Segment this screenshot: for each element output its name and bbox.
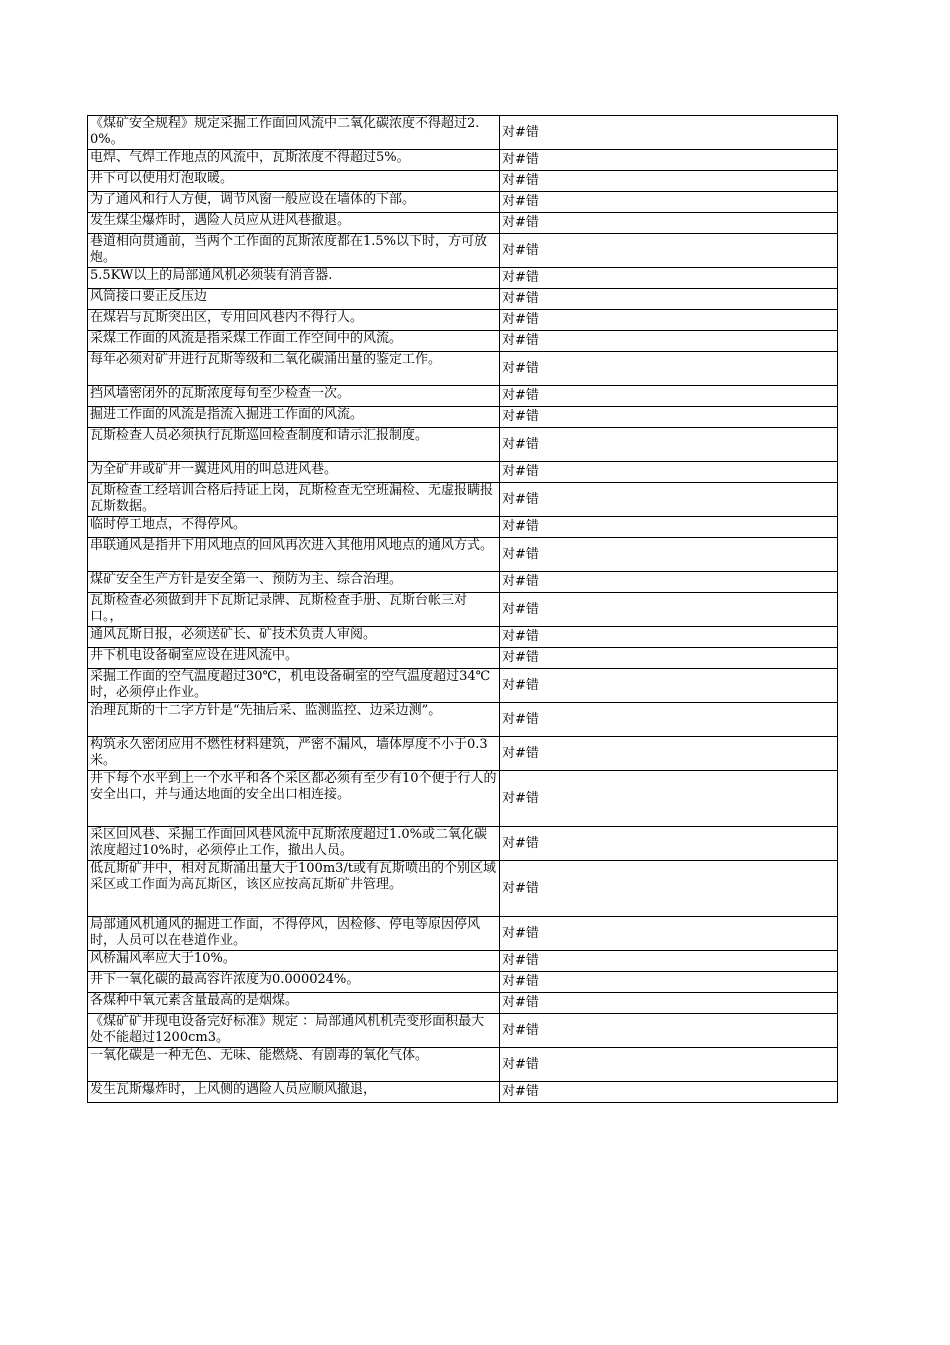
question-cell[interactable] — [88, 268, 500, 289]
table-row — [88, 572, 838, 593]
table-row — [88, 703, 838, 737]
answer-cell[interactable]: 对#错 — [500, 352, 838, 386]
question-text: 串联通风是指井下用风地点的回风再次进入其他用风地点的通风方式。 — [90, 538, 494, 553]
table-row — [88, 428, 838, 462]
question-cell[interactable] — [88, 827, 500, 861]
table-row — [88, 310, 838, 331]
question-cell[interactable] — [88, 331, 500, 352]
table-row — [88, 386, 838, 407]
question-text: 井下可以使用灯泡取暖。 — [90, 171, 234, 186]
question-text: 井下机电设备硐室应设在进风流中。 — [90, 648, 299, 663]
question-text: 每年必须对矿井进行瓦斯等级和二氧化碳涌出量的鉴定工作。 — [90, 352, 442, 367]
answer-cell[interactable]: 对#错 — [500, 386, 838, 407]
question-cell[interactable] — [88, 771, 500, 827]
question-cell[interactable] — [88, 213, 500, 234]
table-row — [88, 972, 838, 993]
question-text: 低瓦斯矿井中，相对瓦斯涌出量大于100m3/t或有瓦斯喷出的个别区域采区或工作面为高瓦斯区，该区应按高瓦斯矿井管理。 — [90, 861, 497, 892]
question-text: 《煤矿安全规程》规定采掘工作面回风流中二氧化碳浓度不得超过2.0%。 — [90, 116, 480, 147]
answer-cell[interactable]: 对#错 — [500, 268, 838, 289]
question-cell[interactable] — [88, 972, 500, 993]
table-row — [88, 993, 838, 1014]
table-row — [88, 171, 838, 192]
answer-cell[interactable]: 对#错 — [500, 593, 838, 627]
answer-cell[interactable]: 对#错 — [500, 331, 838, 352]
question-cell[interactable] — [88, 1082, 500, 1103]
question-text: 井下每个水平到上一个水平和各个采区都必须有至少有10个便于行人的安全出口，并与通达地面的安全出口相连接。 — [90, 771, 497, 802]
question-cell[interactable] — [88, 593, 500, 627]
question-text: 采掘工作面的空气温度超过30℃，机电设备硐室的空气温度超过34℃时，必须停止作业。 — [90, 669, 491, 700]
question-cell[interactable] — [88, 1048, 500, 1082]
answer-cell[interactable]: 对#错 — [500, 917, 838, 951]
answer-cell[interactable]: 对#错 — [500, 669, 838, 703]
answer-cell[interactable]: 对#错 — [500, 234, 838, 268]
question-text: 5.5KW以上的局部通风机必须装有消音器. — [90, 268, 333, 283]
table-row — [88, 407, 838, 428]
table-row — [88, 669, 838, 703]
question-cell[interactable] — [88, 538, 500, 572]
table-row — [88, 1048, 838, 1082]
question-text: 风筒接口要正反压边 — [90, 289, 208, 304]
answer-cell[interactable]: 对#错 — [500, 310, 838, 331]
question-text: 治理瓦斯的十二字方针是“先抽后采、监测监控、边采边测”。 — [90, 703, 442, 718]
question-cell[interactable] — [88, 627, 500, 648]
table-row — [88, 627, 838, 648]
table-row — [88, 1082, 838, 1103]
question-cell[interactable] — [88, 1014, 500, 1048]
question-text: 为了通风和行人方便，调节风窗一般应设在墙体的下部。 — [90, 192, 416, 207]
table-row — [88, 827, 838, 861]
question-cell[interactable] — [88, 407, 500, 428]
question-text: 临时停工地点，不得停风。 — [90, 517, 247, 532]
question-text: 一氧化碳是一种无色、无味、能燃烧、有剧毒的氧化气体。 — [90, 1048, 429, 1063]
answer-cell[interactable]: 对#错 — [500, 407, 838, 428]
table-row — [88, 737, 838, 771]
table-row — [88, 234, 838, 268]
question-text: 瓦斯检查必须做到井下瓦斯记录牌、瓦斯检查手册、瓦斯台帐三对口。， — [90, 593, 468, 624]
question-text: 采煤工作面的风流是指采煤工作面工作空间中的风流。 — [90, 331, 403, 346]
question-cell[interactable] — [88, 861, 500, 917]
question-cell[interactable] — [88, 171, 500, 192]
question-cell[interactable] — [88, 703, 500, 737]
question-cell[interactable] — [88, 517, 500, 538]
question-text: 局部通风机通风的掘进工作面，不得停风，因检修、停电等原因停风时，人员可以在巷道作业。 — [90, 917, 481, 948]
answer-cell[interactable]: 对#错 — [500, 171, 838, 192]
answer-cell[interactable]: 对#错 — [500, 150, 838, 171]
answer-cell[interactable]: 对#错 — [500, 703, 838, 737]
table-row — [88, 538, 838, 572]
answer-cell[interactable]: 对#错 — [500, 192, 838, 213]
table-row — [88, 268, 838, 289]
answer-cell[interactable]: 对#错 — [500, 428, 838, 462]
table-row — [88, 517, 838, 538]
question-text: 构筑永久密闭应用不燃性材料建筑，严密不漏风，墙体厚度不小于0.3米。 — [90, 737, 488, 768]
answer-cell[interactable]: 对#错 — [500, 737, 838, 771]
answer-cell[interactable]: 对#错 — [500, 1082, 838, 1103]
table-row — [88, 861, 838, 917]
answer-cell[interactable]: 对#错 — [500, 972, 838, 993]
question-text: 电焊、气焊工作地点的风流中，瓦斯浓度不得超过5%。 — [90, 150, 410, 165]
table-row — [88, 192, 838, 213]
answer-cell[interactable]: 对#错 — [500, 648, 838, 669]
question-text: 掘进工作面的风流是指流入掘进工作面的风流。 — [90, 407, 364, 422]
answer-cell[interactable]: 对#错 — [500, 827, 838, 861]
answer-cell[interactable]: 对#错 — [500, 572, 838, 593]
table-row — [88, 593, 838, 627]
question-text: 在煤岩与瓦斯突出区，专用回风巷内不得行人。 — [90, 310, 364, 325]
answer-cell[interactable]: 对#错 — [500, 213, 838, 234]
answer-cell[interactable]: 对#错 — [500, 483, 838, 517]
table-row — [88, 331, 838, 352]
question-text: 采区回风巷、采掘工作面回风巷风流中瓦斯浓度超过1.0%或二氧化碳浓度超过10%时，必须停止工作，撤出人员。 — [90, 827, 488, 858]
table-row — [88, 213, 838, 234]
question-cell[interactable] — [88, 352, 500, 386]
table-row — [88, 116, 838, 150]
table-row — [88, 648, 838, 669]
question-text: 井下一氧化碳的最高容许浓度为0.000024%。 — [90, 972, 360, 987]
table-row — [88, 150, 838, 171]
table-row — [88, 771, 838, 827]
answer-cell[interactable]: 对#错 — [500, 861, 838, 917]
question-text: 煤矿安全生产方针是安全第一、预防为主、综合治理。 — [90, 572, 403, 587]
answer-cell[interactable]: 对#错 — [500, 951, 838, 972]
answer-cell[interactable]: 对#错 — [500, 993, 838, 1014]
question-cell[interactable] — [88, 648, 500, 669]
question-text: 巷道相向贯通前，当两个工作面的瓦斯浓度都在1.5%以下时，方可放炮。 — [90, 234, 488, 265]
question-cell[interactable] — [88, 234, 500, 268]
question-cell[interactable] — [88, 737, 500, 771]
question-cell[interactable] — [88, 386, 500, 407]
question-cell[interactable] — [88, 669, 500, 703]
question-cell[interactable] — [88, 150, 500, 171]
answer-cell[interactable]: 对#错 — [500, 771, 838, 827]
question-sheet — [87, 115, 838, 1103]
question-cell[interactable] — [88, 462, 500, 483]
question-cell[interactable] — [88, 483, 500, 517]
answer-cell[interactable]: 对#错 — [500, 116, 838, 150]
question-text: 发生煤尘爆炸时，遇险人员应从进风巷撤退。 — [90, 213, 351, 228]
question-text: 为全矿井或矿井一翼进风用的叫总进风巷。 — [90, 462, 338, 477]
question-sheet-body — [88, 116, 838, 1103]
question-cell[interactable] — [88, 310, 500, 331]
table-row — [88, 1014, 838, 1048]
table-row — [88, 917, 838, 951]
table-row — [88, 462, 838, 483]
answer-cell[interactable]: 对#错 — [500, 538, 838, 572]
question-text: 瓦斯检查工经培训合格后持证上岗，瓦斯检查无空班漏检、无虚报瞒报瓦斯数据。 — [90, 483, 494, 514]
answer-cell[interactable]: 对#错 — [500, 289, 838, 310]
question-cell[interactable] — [88, 993, 500, 1014]
question-cell[interactable] — [88, 951, 500, 972]
answer-cell[interactable]: 对#错 — [500, 517, 838, 538]
question-cell[interactable] — [88, 116, 500, 150]
question-text: 各煤种中氧元素含量最高的是烟煤。 — [90, 993, 299, 1008]
answer-cell[interactable]: 对#错 — [500, 462, 838, 483]
question-cell[interactable] — [88, 917, 500, 951]
question-text: 通风瓦斯日报，必须送矿长、矿技术负责人审阅。 — [90, 627, 377, 642]
question-cell[interactable] — [88, 289, 500, 310]
answer-cell[interactable]: 对#错 — [500, 1048, 838, 1082]
table-row — [88, 352, 838, 386]
table-row — [88, 483, 838, 517]
question-cell[interactable] — [88, 428, 500, 462]
question-text: 发生瓦斯爆炸时，上风侧的遇险人员应顺风撤退， — [90, 1082, 377, 1097]
answer-cell[interactable]: 对#错 — [500, 627, 838, 648]
question-cell[interactable] — [88, 572, 500, 593]
question-text: 风桥漏风率应大于10%。 — [90, 951, 236, 966]
table-row — [88, 951, 838, 972]
question-text: 《煤矿矿井现电设备完好标准》规定 ：局部通风机机壳变形面积最大处不能超过1200cm3。 — [90, 1014, 485, 1045]
question-text: 瓦斯检查人员必须执行瓦斯巡回检查制度和请示汇报制度。 — [90, 428, 429, 443]
answer-cell[interactable]: 对#错 — [500, 1014, 838, 1048]
table-row — [88, 289, 838, 310]
question-text: 挡风墙密闭外的瓦斯浓度每旬至少检查一次。 — [90, 386, 351, 401]
question-cell[interactable] — [88, 192, 500, 213]
